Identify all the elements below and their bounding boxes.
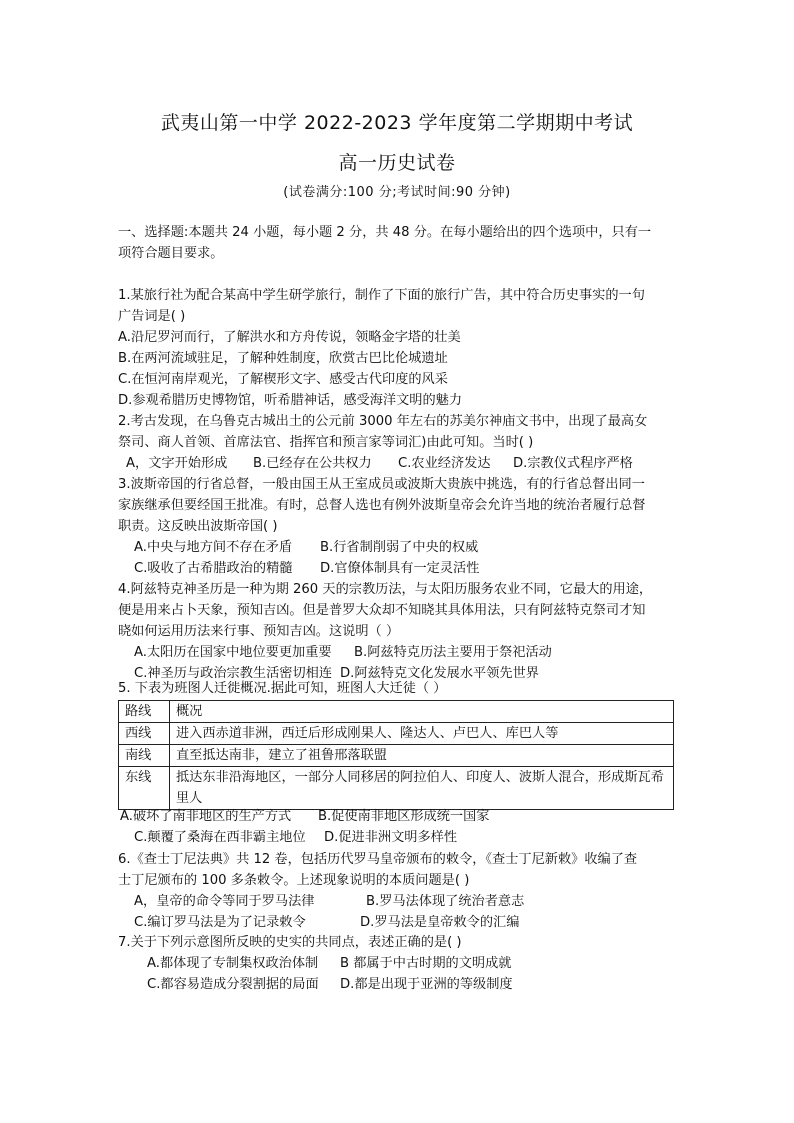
section-instructions xyxy=(118,222,678,264)
option-c: C.吸收了古希腊政治的精髓 xyxy=(134,561,293,576)
option-d: D.罗马法是皇帝敕令的汇编 xyxy=(360,915,520,930)
question-2 xyxy=(118,411,678,474)
question-stem: 便是用来占卜天象，预知吉凶。但是普罗大众却不知晓其具体用法，只有阿兹特克祭司才知 xyxy=(118,603,646,618)
option-b: B.在两河流域驻足，了解种姓制度，欣赏古巴比伦城遗址 xyxy=(118,351,448,366)
options-row xyxy=(118,558,678,579)
option-d: D.阿兹特克文化发展水平领先世界 xyxy=(340,666,539,681)
option-b: B.罗马法体现了统治者意志 xyxy=(366,894,525,909)
option-a: A，文字开始形成 xyxy=(126,456,228,471)
option-a: A.沿尼罗河而行，了解洪水和方舟传说，领略金字塔的壮美 xyxy=(118,330,461,345)
option-c: C.编订罗马法是为了记录敕令 xyxy=(134,915,306,930)
table-cell: 抵达东非沿海地区，一部分人同移居的阿拉伯人、印度人、波斯人混合，形成斯瓦希里人 xyxy=(170,767,674,810)
question-stem: 祭司、商人首领、首席法官、指挥官和预言家等词汇)由此可知。当时( ) xyxy=(118,435,534,450)
options-row xyxy=(118,974,678,995)
option-b: B.已经存在公共权力 xyxy=(253,456,372,471)
question-stem: 晓如何运用历法来行事、预知吉凶。这说明（ ） xyxy=(118,624,400,639)
options-row xyxy=(118,453,678,474)
exam-subtitle: 高一历史试卷 xyxy=(338,152,456,174)
option-a: A.太阳历在国家中地位要更加重要 xyxy=(134,645,332,660)
option-b: B 都属于中古时期的文明成就 xyxy=(340,956,512,971)
table-row xyxy=(119,723,674,745)
question-1 xyxy=(118,285,678,411)
table-cell: 东线 xyxy=(119,767,170,810)
option-a: A.中央与地方间不存在矛盾 xyxy=(134,540,293,555)
option-c: C.颠覆了桑海在西非霸主地位 xyxy=(134,830,306,845)
options-row xyxy=(118,891,678,912)
question-stem: 士丁尼颁布的 100 多条敕令。上述现象说明的本质问题是( ) xyxy=(118,873,470,888)
question-stem: 7.关于下列示意图所反映的史实的共同点，表述正确的是( ) xyxy=(118,935,462,950)
option-d: D.促进非洲文明多样性 xyxy=(324,830,458,845)
option-c: C.在恒河南岸观光，了解楔形文字、感受古代印度的风采 xyxy=(118,372,448,387)
options-row xyxy=(118,537,678,558)
section-line: 项符合题目要求。 xyxy=(118,246,224,261)
options-row xyxy=(118,806,678,827)
option-d: D.都是出现于亚洲的等级制度 xyxy=(340,977,513,992)
question-stem: 1.某旅行社为配合某高中学生研学旅行，制作了下面的旅行广告，其中符合历史事实的一句 xyxy=(118,288,645,303)
option-c: C.神圣历与政治宗教生活密切相连 xyxy=(134,666,333,681)
option-d: D.参观希腊历史博物馆，听希腊神话，感受海洋文明的魅力 xyxy=(118,393,463,408)
option-c: C.农业经济发达 xyxy=(398,456,491,471)
question-stem: 5. 下表为班图人迁徙概况.据此可知，班图人大迁徒（ ） xyxy=(118,681,447,696)
option-a: A.都体现了专制集权政治体制 xyxy=(147,956,319,971)
question-stem: 2.考古发现，在乌鲁克古城出土的公元前 3000 年左右的苏美尔神庙文书中，出现了最高女 xyxy=(118,414,648,429)
question-stem: 6.《查士丁尼法典》共 12 卷，包括历代罗马皇帝颁布的敕令，《查士丁尼新敕》收编了查 xyxy=(118,852,638,867)
question-6 xyxy=(118,849,678,933)
question-stem: 职责。这反映出波斯帝国( ) xyxy=(118,519,278,534)
option-b: B.行省制削弱了中央的权威 xyxy=(320,540,479,555)
option-a: A.破坏了南非地区的生产方式 xyxy=(120,809,292,824)
question-stem: 广告词是( ) xyxy=(118,309,186,324)
option-a: A，皇帝的命令等同于罗马法律 xyxy=(134,894,315,909)
exam-title: 武夷山第一中学 2022-2023 学年度第二学期期中考试 xyxy=(160,112,634,134)
option-c: C.都容易造成分裂割据的局面 xyxy=(147,977,319,992)
question-5 xyxy=(118,678,678,699)
question-4 xyxy=(118,579,678,684)
table-header-cell: 概况 xyxy=(170,701,674,723)
table-header-cell: 路线 xyxy=(119,701,170,723)
exam-note: (试卷满分:100 分;考试时间:90 分钟) xyxy=(283,185,511,200)
table-cell: 南线 xyxy=(119,745,170,767)
option-d: D.官僚体制具有一定灵活性 xyxy=(320,561,480,576)
section-line: 一、选择题:本题共 24 小题，每小题 2 分，共 48 分。在每小题给出的四个选项中，只有一 xyxy=(118,225,652,240)
options-row xyxy=(118,642,678,663)
table-row xyxy=(119,767,674,810)
option-b: B.促使南非地区形成统一国家 xyxy=(318,809,490,824)
option-b: B.阿兹特克历法主要用于祭祀活动 xyxy=(354,645,552,660)
question-stem: 3.波斯帝国的行省总督，一般由国王从王室成员或波斯大贵族中挑选，有的行省总督出同一 xyxy=(118,477,645,492)
options-row xyxy=(118,953,678,974)
question-3 xyxy=(118,474,678,579)
question-5-options xyxy=(118,806,678,848)
table-cell: 西线 xyxy=(119,723,170,745)
option-d: D.宗教仪式程序严格 xyxy=(513,456,633,471)
question-stem: 4.阿兹特克神圣历是一种为期 260 天的宗教历法，与太阳历服务农业不同，它最大的用途， xyxy=(118,582,653,597)
options-row xyxy=(118,912,678,933)
migration-table xyxy=(118,700,674,810)
table-row xyxy=(119,745,674,767)
options-row xyxy=(118,827,678,848)
question-7 xyxy=(118,932,678,995)
table-cell: 进入西赤道非洲，西迁后形成刚果人、隆达人、卢巴人、库巴人等 xyxy=(170,723,674,745)
table-header-row xyxy=(119,701,674,723)
table-cell: 直至抵达南非，建立了祖鲁邢落联盟 xyxy=(170,745,674,767)
question-stem: 家族继承但要经国王批准。有时，总督人选也有例外波斯皇帝会允许当地的统治者履行总督 xyxy=(118,498,646,513)
